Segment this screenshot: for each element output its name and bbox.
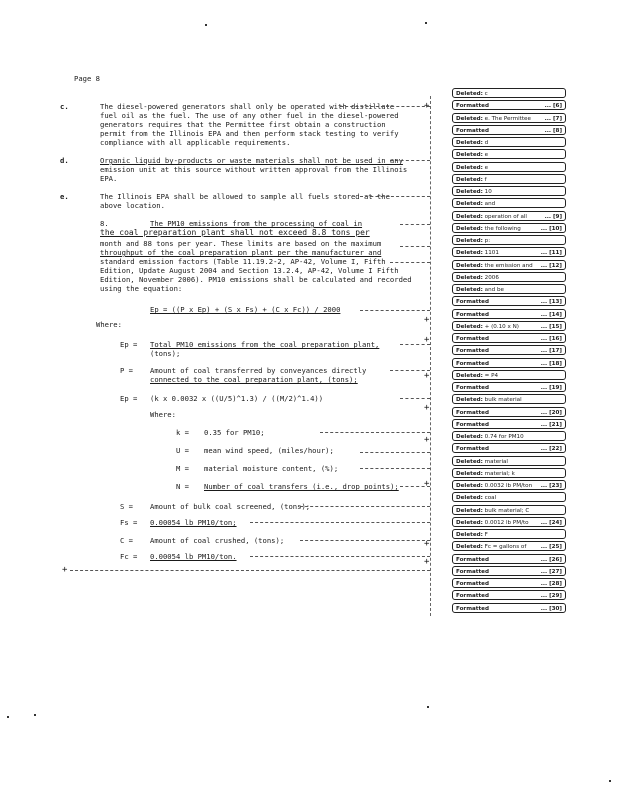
comment-ref: ... [9] <box>544 213 562 220</box>
comment-text: material; k <box>482 470 515 477</box>
leader-line <box>400 224 430 225</box>
comment-label: Deleted: <box>456 238 483 244</box>
formatted-comment[interactable] <box>452 590 566 600</box>
comment-label: Deleted: <box>456 470 483 477</box>
leader-line <box>360 310 430 311</box>
deleted-comment[interactable] <box>452 162 566 172</box>
plus-mark: + <box>424 557 430 567</box>
paragraph-d-line: emission unit at this source without written approval from the Illinois <box>100 165 408 174</box>
comment-ref: ... [22] <box>540 446 562 453</box>
deleted-comment[interactable] <box>452 541 566 551</box>
leader-line <box>300 506 430 507</box>
deleted-comment[interactable] <box>452 198 566 208</box>
deleted-comment[interactable] <box>452 284 566 294</box>
comment-label: Formatted <box>456 360 489 367</box>
leader-line <box>250 556 430 557</box>
comment-text: the following <box>482 225 521 232</box>
comment-text: Fc = gallons of <box>482 544 527 551</box>
comment-text: + (0.10 x N) <box>482 323 519 330</box>
comment-ref: ... [8] <box>544 127 562 134</box>
def-text-cont: connected to the coal preparation plant, (tons); <box>150 375 358 384</box>
leader-line <box>400 246 430 247</box>
formatted-comment[interactable] <box>452 578 566 588</box>
comment-text: d <box>482 140 489 146</box>
formatted-comment[interactable] <box>452 345 566 355</box>
deleted-comment[interactable] <box>452 431 566 441</box>
leader-line <box>400 398 430 399</box>
comment-label: Formatted <box>456 385 489 391</box>
comment-text: c <box>482 91 488 97</box>
deleted-comment[interactable] <box>452 186 566 196</box>
deleted-comment[interactable] <box>452 321 566 331</box>
comment-label: Deleted: <box>456 152 483 159</box>
formatted-comment[interactable] <box>452 296 566 306</box>
deleted-comment[interactable] <box>452 260 566 270</box>
scan-speck <box>34 714 36 716</box>
comment-text: and be <box>482 287 504 293</box>
tail-symbol: Fs = <box>120 518 138 527</box>
leader-line <box>320 432 430 433</box>
leader-line <box>360 196 430 197</box>
comment-ref: ... [7] <box>544 115 562 122</box>
comment-ref: ... [17] <box>540 348 562 355</box>
subdef-symbol: U = <box>176 446 189 455</box>
comment-ref: ... [25] <box>540 544 562 551</box>
formatted-comment[interactable] <box>452 309 566 319</box>
comment-label: Formatted <box>456 446 489 453</box>
leader-line <box>70 570 430 571</box>
margin-rule <box>430 96 431 616</box>
deleted-comment[interactable] <box>452 492 566 502</box>
comment-label: Deleted: <box>456 262 483 269</box>
formatted-comment[interactable] <box>452 382 566 392</box>
comment-ref: ... [29] <box>540 593 562 600</box>
comment-text: 0.74 for PM10 <box>482 434 524 440</box>
paragraph-f-line: Edition, November 2006). PM10 emissions shall be calculated and recorded <box>100 275 412 284</box>
where-label-2: Where: <box>150 410 176 419</box>
paragraph-f-line: standard emission factors (Table 11.19.2-2, AP-42, Volume I, Fifth <box>100 257 386 266</box>
deleted-comment[interactable] <box>452 394 566 404</box>
comment-label: Deleted: <box>456 483 483 489</box>
paragraph-c-line: generators requires that the Permittee first obtain a construction <box>100 120 386 129</box>
leader-line <box>390 160 430 161</box>
deleted-comment[interactable] <box>452 211 566 221</box>
comment-label: Formatted <box>456 127 489 134</box>
comment-ref: ... [18] <box>540 360 562 367</box>
leader-line <box>340 106 430 107</box>
comment-ref: ... [19] <box>540 385 562 391</box>
deleted-comment[interactable] <box>452 113 566 123</box>
paragraph-c-line: compliance with all applicable requirements. <box>100 138 291 147</box>
comment-text: f <box>482 176 487 183</box>
comment-text: 0.0032 lb PM/ton <box>482 483 533 489</box>
comment-ref: ... [23] <box>540 483 562 489</box>
comment-label: Deleted: <box>456 250 483 257</box>
paragraph-c-line: The diesel-powered generators shall only be operated with distillate <box>100 102 395 111</box>
comment-label: Deleted: <box>456 189 483 195</box>
comment-ref: ... [15] <box>540 323 562 330</box>
formatted-comment[interactable] <box>452 407 566 417</box>
subdef-text: material moisture content, (%); <box>204 464 339 473</box>
comment-ref: ... [30] <box>540 605 562 612</box>
deleted-comment[interactable] <box>452 370 566 380</box>
deleted-comment[interactable] <box>452 529 566 539</box>
comment-label: Formatted <box>456 103 489 110</box>
plus-mark: + <box>424 335 430 345</box>
paragraph-f-line: month and 88 tons per year. These limits are based on the maximum <box>100 239 382 248</box>
plus-mark: + <box>424 101 430 111</box>
comment-label: Deleted: <box>456 397 483 404</box>
tail-symbol: C = <box>120 536 133 545</box>
paragraph-e-line: The Illinois EPA shall be allowed to sample all fuels stored at the <box>100 192 390 201</box>
comment-label: Formatted <box>456 409 489 416</box>
plus-mark: + <box>424 479 430 489</box>
comment-label: Deleted: <box>456 458 483 465</box>
paragraph-f-line: The PM10 emissions from the processing of coal in <box>150 219 363 228</box>
comment-label: Formatted <box>456 421 489 428</box>
deleted-comment[interactable] <box>452 235 566 245</box>
def-symbol: Ep = <box>120 394 138 403</box>
deleted-comment[interactable] <box>452 480 566 490</box>
tail-text: Amount of coal crushed, (tons); <box>150 536 285 545</box>
leader-line <box>250 522 430 523</box>
tail-text: 0.00054 lb PM10/ton. <box>150 552 237 561</box>
plus-mark: + <box>424 539 430 549</box>
comment-text: p: <box>482 238 491 244</box>
def-symbol: P = <box>120 366 133 375</box>
comment-label: Formatted <box>456 556 489 563</box>
formatted-comment[interactable] <box>452 566 566 576</box>
comment-ref: ... [27] <box>540 568 562 575</box>
comment-text: and <box>482 201 496 208</box>
deleted-comment[interactable] <box>452 223 566 233</box>
subdef-symbol: N = <box>176 482 189 491</box>
def-symbol: Ep = <box>120 340 138 349</box>
subdef-text: Number of coal transfers (i.e., drop points); <box>204 482 399 491</box>
formatted-comment[interactable] <box>452 358 566 368</box>
comment-ref: ... [21] <box>540 421 562 428</box>
comment-text: 2006 <box>482 274 499 281</box>
leader-line <box>360 468 430 469</box>
comment-ref: ... [10] <box>540 225 562 232</box>
deleted-comment[interactable] <box>452 137 566 147</box>
comment-ref: ... [6] <box>544 103 562 110</box>
comment-label: Formatted <box>456 568 489 575</box>
paragraph-c-line: permit from the Illinois EPA and then perform stack testing to verify <box>100 129 399 138</box>
comment-label: Deleted: <box>456 532 483 538</box>
comment-ref: ... [11] <box>540 250 562 257</box>
paragraph-f-line: Edition, Update August 2004 and Section 13.2.4, AP-42, Volume I Fifth <box>100 266 399 275</box>
paragraph-d-letter: d. <box>60 156 69 165</box>
where-label: Where: <box>96 320 122 329</box>
comment-text: e <box>482 164 489 171</box>
comment-text: = P4 <box>482 372 499 379</box>
deleted-comment[interactable] <box>452 149 566 159</box>
tail-symbol: Fc = <box>120 552 138 561</box>
comment-text: material <box>482 458 508 465</box>
subdef-symbol: M = <box>176 464 189 473</box>
comment-ref: ... [20] <box>540 409 562 416</box>
paragraph-f-letter: 8. <box>100 219 109 228</box>
plus-mark: + <box>424 403 430 413</box>
comment-label: Formatted <box>456 581 489 587</box>
comment-label: Deleted: <box>456 544 483 551</box>
formatted-comment[interactable] <box>452 419 566 429</box>
comment-ref: ... [12] <box>540 262 562 269</box>
deleted-comment[interactable] <box>452 468 566 478</box>
scan-speck <box>205 24 207 26</box>
comment-label: Deleted: <box>456 323 483 330</box>
main-equation: Ep = ((P x Ep) + (S x Fs) + (C x Fc)) / 2000 <box>150 305 341 314</box>
plus-mark: + <box>424 371 430 381</box>
comment-ref: ... [24] <box>540 519 562 526</box>
comment-label: Deleted: <box>456 164 483 171</box>
scan-speck <box>425 22 427 24</box>
comment-label: Deleted: <box>456 140 483 146</box>
comment-text: e <box>482 152 489 159</box>
comment-label: Deleted: <box>456 507 483 514</box>
scan-speck <box>609 780 611 782</box>
def-text-cont: (tons); <box>150 349 181 358</box>
comment-text: F <box>482 532 488 538</box>
comment-ref: ... [14] <box>540 311 562 318</box>
formatted-comment[interactable] <box>452 100 566 110</box>
plus-mark: + <box>62 565 68 575</box>
paragraph-f-line: throughput of the coal preparation plant per the manufacturer and <box>100 248 382 257</box>
comment-label: Deleted: <box>456 287 483 293</box>
leader-line <box>300 540 430 541</box>
comment-label: Deleted: <box>456 519 483 526</box>
leader-line <box>390 262 430 263</box>
comment-label: Formatted <box>456 311 489 318</box>
paragraph-e-line: above location. <box>100 201 165 210</box>
paragraph-f-line: the coal preparation plant shall not exceed 8.8 tons per <box>100 228 370 237</box>
comment-label: Deleted: <box>456 274 483 281</box>
comment-text: e. The Permittee <box>482 115 531 122</box>
comment-text: operation of all <box>482 213 527 220</box>
comment-label: Deleted: <box>456 495 483 502</box>
comment-text: coal <box>482 495 497 502</box>
deleted-comment[interactable] <box>452 247 566 257</box>
subdef-symbol: k = <box>176 428 189 437</box>
comment-label: Deleted: <box>456 434 483 440</box>
formatted-comment[interactable] <box>452 603 566 613</box>
comment-text: bulk material <box>482 397 522 404</box>
def-text: Amount of coal transferred by conveyances directly <box>150 366 367 375</box>
subdef-text: mean wind speed, (miles/hour); <box>204 446 334 455</box>
comment-text: bulk material; C <box>482 507 530 514</box>
comment-text: 0.0012 lb PM/to <box>482 519 529 526</box>
def-text: Total PM10 emissions from the coal preparation plant, <box>150 340 380 349</box>
subdef-text: 0.35 for PM10; <box>204 428 265 437</box>
comment-label: Deleted: <box>456 201 483 208</box>
deleted-comment[interactable] <box>452 505 566 515</box>
formatted-comment[interactable] <box>452 554 566 564</box>
comment-label: Deleted: <box>456 115 483 122</box>
comment-label: Formatted <box>456 336 489 342</box>
paragraph-e-letter: e. <box>60 192 69 201</box>
tail-text: Amount of bulk coal screened, (tons); <box>150 502 311 511</box>
comment-ref: ... [28] <box>540 581 562 587</box>
paragraph-d-line: EPA. <box>100 174 118 183</box>
comment-label: Deleted: <box>456 91 483 97</box>
paragraph-c-line: fuel oil as the fuel. The use of any other fuel in the diesel-powered <box>100 111 399 120</box>
deleted-comment[interactable] <box>452 517 566 527</box>
comment-label: Deleted: <box>456 176 483 183</box>
comment-label: Formatted <box>456 299 489 306</box>
comment-label: Formatted <box>456 348 489 355</box>
paragraph-d-line: Organic liquid by-products or waste materials shall not be used in any <box>100 156 403 165</box>
comment-label: Deleted: <box>456 225 483 232</box>
formatted-comment[interactable] <box>452 333 566 343</box>
deleted-comment[interactable] <box>452 174 566 184</box>
deleted-comment[interactable] <box>452 456 566 466</box>
plus-mark: + <box>424 435 430 445</box>
comment-ref: ... [16] <box>540 336 562 342</box>
scan-speck <box>7 716 9 718</box>
formatted-comment[interactable] <box>452 443 566 453</box>
page-label: Page 8 <box>74 74 100 83</box>
comment-label: Deleted: <box>456 372 483 379</box>
comment-label: Deleted: <box>456 213 483 220</box>
comment-text: 1101 <box>482 250 499 257</box>
tail-text: 0.00054 lb PM10/ton; <box>150 518 237 527</box>
paragraph-c-letter: c. <box>60 102 69 111</box>
formatted-comment[interactable] <box>452 125 566 135</box>
comment-text: the emission and <box>482 262 533 269</box>
deleted-comment[interactable] <box>452 88 566 98</box>
scan-speck <box>427 706 429 708</box>
comment-label: Formatted <box>456 593 489 600</box>
paragraph-f-line: using the equation: <box>100 284 183 293</box>
leader-line <box>360 452 430 453</box>
comment-ref: ... [26] <box>540 556 562 563</box>
tail-symbol: S = <box>120 502 133 511</box>
comment-text: 10 <box>482 189 492 195</box>
deleted-comment[interactable] <box>452 272 566 282</box>
comment-ref: ... [13] <box>540 299 562 306</box>
plus-mark: + <box>424 315 430 325</box>
comment-label: Formatted <box>456 605 489 612</box>
def-text: (k x 0.0032 x ((U/5)^1.3) / ((M/2)^1.4)) <box>150 394 324 403</box>
